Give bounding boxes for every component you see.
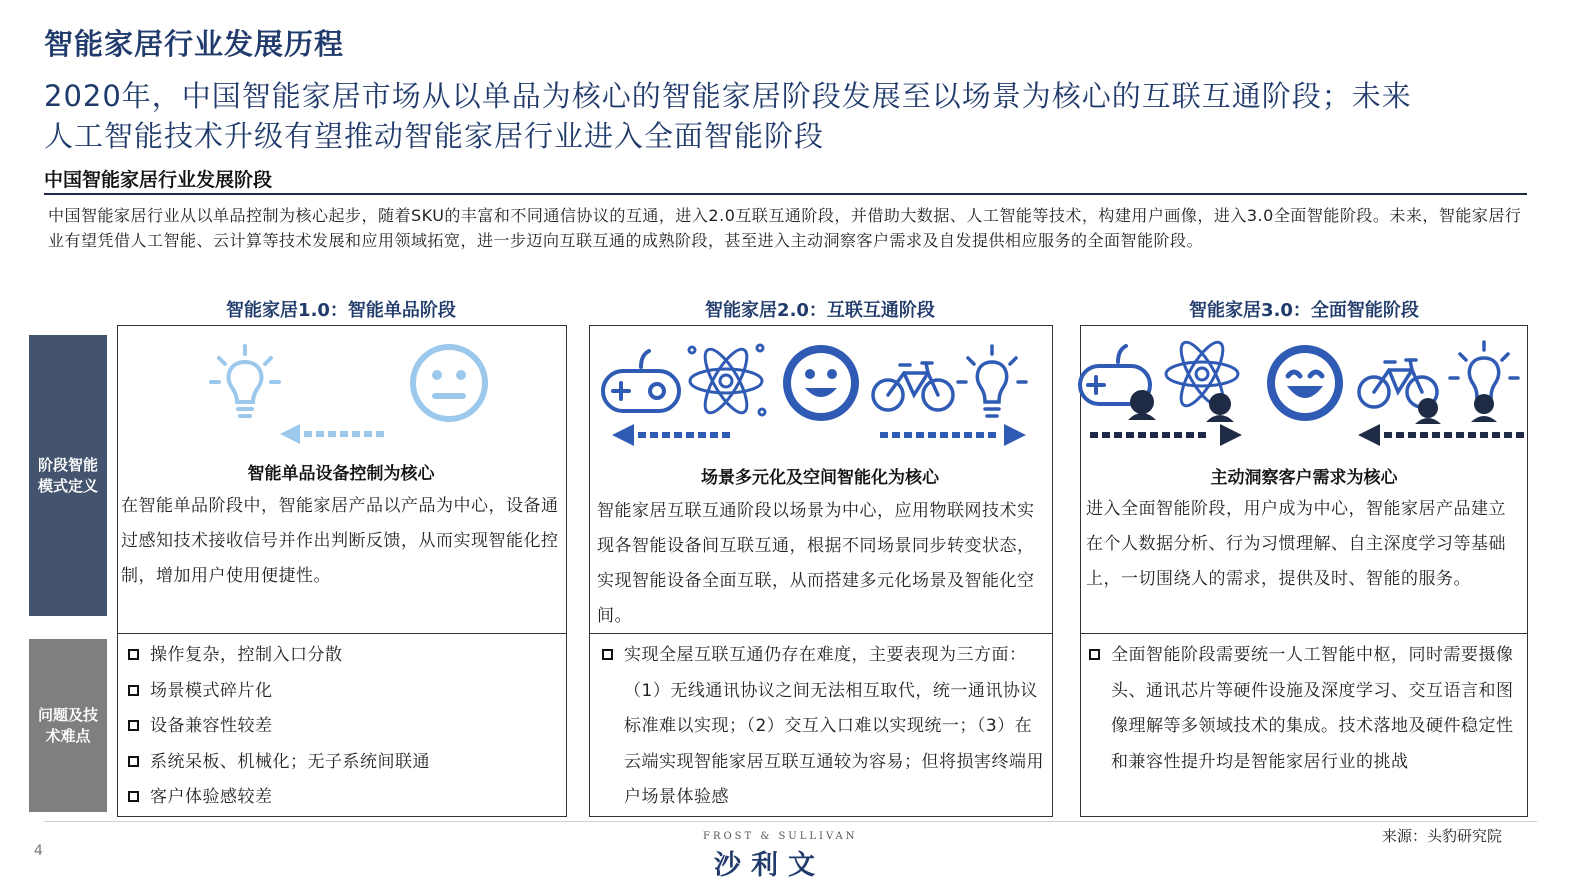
user-head-icon	[1128, 390, 1156, 420]
problem-text: 客户体验感较差	[150, 787, 273, 807]
page-number: 4	[34, 843, 43, 859]
brand-logo-english: FROST & SULLIVAN	[703, 831, 858, 842]
section-divider	[44, 193, 1527, 195]
list-item	[126, 709, 556, 745]
arrow-right-icon	[880, 424, 1026, 446]
list-item	[126, 745, 556, 781]
stage-2-problem-list	[600, 638, 1044, 816]
gamepad-icon	[1076, 340, 1160, 422]
stage-1-core-heading: 智能单品设备控制为核心	[247, 464, 435, 484]
stage-3-description: 进入全面智能阶段，用户成为中心，智能家居产品建立在个人数据分析、行为习惯理解、自主深度学习等基础上，一切围绕人的需求，提供及时、智能的服务。	[1086, 499, 1506, 589]
bicycle-icon	[1356, 352, 1446, 424]
intro-paragraph: 中国智能家居行业从以单品控制为核心起步，随着SKU的丰富和不同通信协议的互通，进入2.0互联互通阶段，并借助大数据、人工智能等技术，构建用户画像，进入3.0全面智能阶段。未来，智能家居行业有望凭借人工智能、云计算等技术发展和应用领域拓宽，进一步迈向互联互通的成熟阶段，甚至进入主动洞察客户需求及自发提供相应服务的全面智能阶段。	[48, 206, 1522, 250]
stage-1-title: 智能家居1.0：智能单品阶段	[226, 300, 456, 321]
atom-icon	[1160, 334, 1244, 424]
neutral-face-icon	[408, 342, 490, 424]
stage-3-core-heading: 主动洞察客户需求为核心	[1210, 468, 1398, 488]
stage-2-title: 智能家居2.0：互联互通阶段	[705, 300, 935, 321]
problem-text: 全面智能阶段需要统一人工智能中枢，同时需要摄像头、通讯芯片等硬件设施及深度学习、交互语言和图像理解等多领域技术的集成。技术落地及硬件稳定性和兼容性提升均是智能家居行业的挑战	[1111, 645, 1514, 772]
side-label-definition-text: 阶段智能模式定义	[37, 455, 98, 495]
headline-line-1: 2020年，中国智能家居市场从以单品为核心的智能家居阶段发展至以场景为核心的互联互通阶段；未来	[44, 79, 1412, 113]
checkbox-square-icon	[128, 756, 139, 767]
user-head-icon	[1471, 394, 1497, 422]
checkbox-square-icon	[128, 685, 139, 696]
problem-text: 场景模式碎片化	[150, 680, 273, 701]
list-item	[600, 638, 1044, 816]
arrow-left-icon	[612, 424, 730, 446]
laughing-face-icon	[1262, 340, 1348, 426]
side-label-problems-text: 问题及技术难点	[37, 705, 98, 745]
atom-icon	[684, 338, 768, 424]
problem-text: 设备兼容性较差	[150, 716, 273, 736]
checkbox-square-icon	[128, 791, 139, 802]
brand-logo-chinese: 沙利文	[714, 850, 825, 881]
arrow-left-icon	[280, 424, 386, 444]
list-item	[1087, 638, 1523, 780]
side-label-definition	[29, 335, 107, 616]
lightbulb-icon	[954, 340, 1030, 422]
checkbox-square-icon	[128, 649, 139, 660]
lightbulb-icon	[205, 338, 285, 423]
smiling-face-icon	[778, 340, 864, 426]
arrow-left-icon	[1358, 424, 1524, 446]
user-head-icon	[1415, 398, 1441, 424]
bicycle-icon	[870, 355, 956, 415]
arrow-right-icon	[1090, 424, 1242, 446]
stage-2-description: 智能家居互联互通阶段以场景为中心，应用物联网技术实现各智能设备间互联互通，根据不同场景同步转变状态，实现智能设备全面互联，从而搭建多元化场景及智能化空间。	[597, 501, 1035, 626]
checkbox-square-icon	[128, 720, 139, 731]
source-note: 来源：头豹研究院	[1382, 827, 1503, 845]
section-title: 中国智能家居行业发展阶段	[44, 169, 273, 191]
headline-line-2: 人工智能技术升级有望推动智能家居行业进入全面智能阶段	[44, 119, 825, 153]
checkbox-square-icon	[602, 649, 613, 660]
gamepad-icon	[599, 345, 683, 417]
side-label-problems	[29, 639, 107, 812]
stage-3-title: 智能家居3.0：全面智能阶段	[1189, 300, 1419, 321]
problem-text: 操作复杂，控制入口分散	[150, 645, 343, 665]
list-item	[126, 674, 556, 710]
user-head-icon	[1206, 393, 1234, 422]
problem-text: 实现全屋互联互通仍存在难度，主要表现为三方面：（1）无线通讯协议之间无法相互取代，统一通讯协议标准难以实现；（2）交互入口难以实现统一；（3）在云端实现智能家居互联互通较为容易；但将损害终端用户场景体验感	[624, 645, 1044, 807]
stage-2-core-heading: 场景多元化及空间智能化为核心	[701, 468, 939, 488]
stage-1-problem-list	[126, 638, 556, 816]
page-title: 智能家居行业发展历程	[44, 27, 345, 61]
problem-text: 系统呆板、机械化；无子系统间联通	[150, 751, 430, 772]
list-item	[126, 780, 556, 816]
list-item	[126, 638, 556, 674]
stage-1-description: 在智能单品阶段中，智能家居产品以产品为中心，设备通过感知技术接收信号并作出判断反馈，从而实现智能化控制，增加用户使用便捷性。	[121, 496, 559, 586]
stage-3-problem-list	[1087, 638, 1523, 780]
lightbulb-icon	[1448, 336, 1528, 424]
footer-divider	[44, 821, 1537, 822]
checkbox-square-icon	[1089, 649, 1100, 660]
